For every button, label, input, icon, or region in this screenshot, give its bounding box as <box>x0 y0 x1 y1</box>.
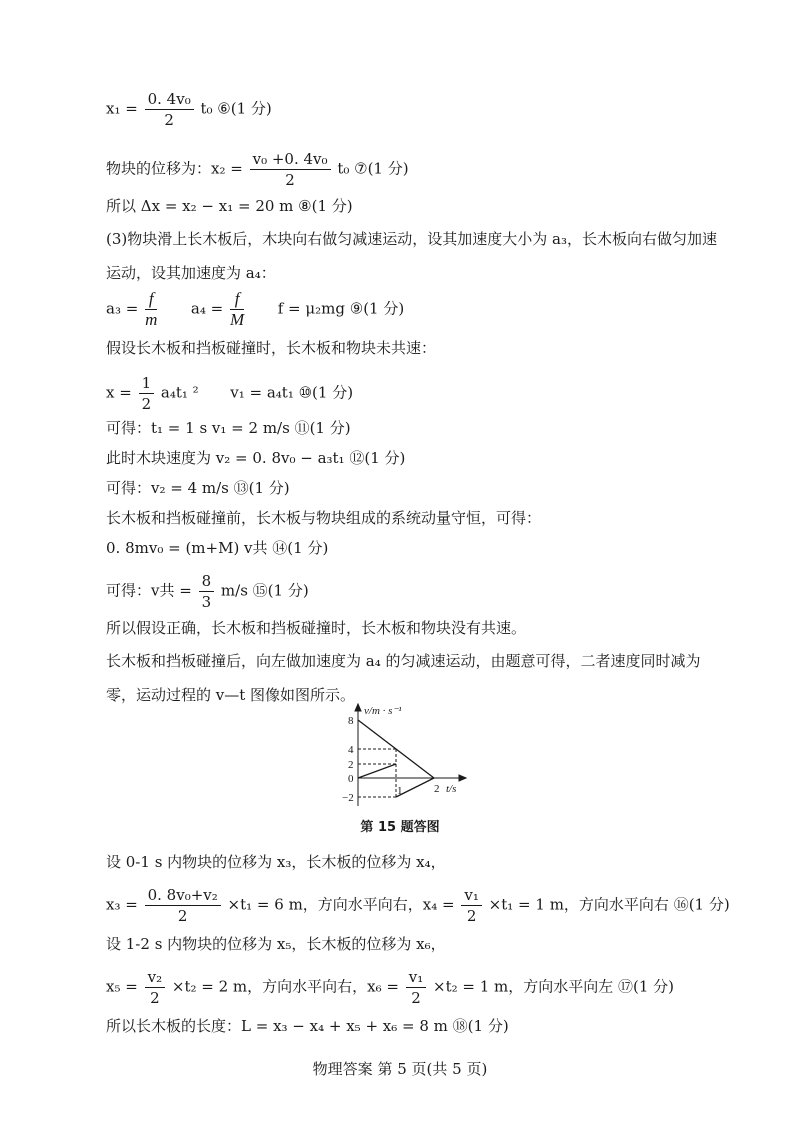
x-tick-2: 2 <box>434 783 440 795</box>
y-tick-neg2: −2 <box>342 792 354 804</box>
fraction: $\frac{\text{v₁}}{2}$ <box>406 968 427 1007</box>
eq-x3-x4: x₃ = $\frac{\text{0. 8v₀+v₂}}{2}$ ×t₁ = 6 m，方向水平向右，x₄ = $\frac{\text{v₁}}{2}$ ×t₁ = 1 m，方向水平向右 ⑯(1 分) <box>106 886 730 925</box>
fraction: $\frac{\text{v₂}}{2}$ <box>145 968 166 1007</box>
fraction: $\frac{f}{m}$ <box>145 289 158 329</box>
eq-delta-x: 所以 Δx = x₂ − x₁ = 20 m ⑧(1 分) <box>106 197 353 215</box>
fraction: $\frac{f}{M}$ <box>230 289 245 329</box>
figure-caption: 第 15 题答图 <box>360 820 440 835</box>
eq-x2: 物块的位移为：x₂ = $\frac{\text{v₀ +0. 4v₀}}{2}$ t₀ ⑦(1 分) <box>106 150 409 189</box>
y-tick-2: 2 <box>348 759 354 771</box>
y-axis-arrow <box>355 704 361 711</box>
setup-1-2s: 设 1-2 s 内物块的位移为 x₅，长木板的位移为 x₆， <box>106 935 446 953</box>
conclusion-line: 所以假设正确，长木板和挡板碰撞时，长木板和物块没有共速。 <box>106 619 527 637</box>
eq-x-displacement: x = $\frac{1}{2}$ a₄t₁ ² v₁ = a₄t₁ ⑩(1 分) <box>106 374 354 413</box>
x-axis-label: t/s <box>446 783 457 795</box>
result-v2: 可得：v₂ = 4 m/s ⑬(1 分) <box>106 479 290 497</box>
eq-v2: 此时木块速度为 v₂ = 0. 8v₀ − a₃t₁ ⑫(1 分) <box>106 449 406 467</box>
fraction: $\frac{8}{3}$ <box>199 572 215 611</box>
setup-0-1s: 设 0-1 s 内物块的位移为 x₃，长木板的位移为 x₄， <box>106 853 446 871</box>
vt-graph <box>330 702 480 810</box>
assumption-line: 假设长木板和挡板碰撞时，长木板和物块未共速： <box>106 339 437 357</box>
fraction: $\frac{\text{0. 4v₀}}{2}$ <box>145 90 194 129</box>
y-axis-label: v/m · s⁻¹ <box>364 705 402 717</box>
board-velocity-line-1 <box>358 764 396 778</box>
result-v-common: 可得：v共 = $\frac{8}{3}$ m/s ⑮(1 分) <box>106 572 309 611</box>
fraction: $\frac{\text{0. 8v₀+v₂}}{2}$ <box>145 886 221 925</box>
y-tick-0: 0 <box>348 773 354 785</box>
eq-x1: x₁ = $\frac{\text{0. 4v₀}}{2}$ t₀ ⑥(1 分) <box>106 90 272 129</box>
eq-x5-x6: x₅ = $\frac{\text{v₂}}{2}$ ×t₂ = 2 m，方向水平向右，x₆ = $\frac{\text{v₁}}{2}$ ×t₂ = 1 m，方向水平向左 ⑰(1 分) <box>106 968 675 1007</box>
x-tick-1: 1 <box>397 785 403 797</box>
fraction: $\frac{1}{2}$ <box>139 374 155 413</box>
paragraph-part3: (3)物块滑上长木板后，木块向右做匀减速运动，设其加速度大小为 a₃，长木板向右做匀加速运动，设其加速度为 a₄： <box>106 230 717 282</box>
x-axis-arrow <box>459 775 466 781</box>
board-length-result: 所以长木板的长度：L = x₃ − x₄ + x₅ + x₆ = 8 m ⑱(1 分) <box>106 1017 509 1035</box>
eq-a3-a4: a₃ = $\frac{f}{m}$ a₄ = $\frac{f}{M}$ f = μ₂mg ⑨(1 分) <box>106 289 405 329</box>
y-tick-8: 8 <box>348 715 354 727</box>
page-footer: 物理答案 第 5 页(共 5 页) <box>312 1060 488 1078</box>
result-t1-v1: 可得：t₁ = 1 s v₁ = 2 m/s ⑪(1 分) <box>106 419 351 437</box>
eq-momentum: 0. 8mv₀ = (m+M) v共 ⑭(1 分) <box>106 539 329 557</box>
y-tick-4: 4 <box>348 744 354 756</box>
momentum-statement: 长木板和挡板碰撞前，长木板与物块组成的系统动量守恒，可得： <box>106 509 542 527</box>
fraction: $\frac{\text{v₀ +0. 4v₀}}{2}$ <box>250 150 331 189</box>
fraction: $\frac{\text{v₁}}{2}$ <box>461 886 482 925</box>
paragraph-after-collision: 长木板和挡板碰撞后，向左做加速度为 a₄ 的匀减速运动，由题意可得，二者速度同时减为零，运动过程的 v—t 图像如图所示。 <box>106 652 701 704</box>
